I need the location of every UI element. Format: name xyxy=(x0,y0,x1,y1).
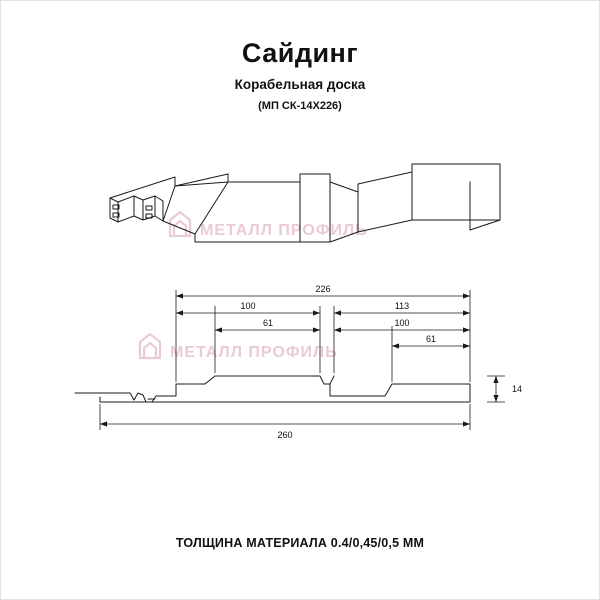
dim-113: 113 xyxy=(394,301,410,311)
watermark-bottom xyxy=(140,334,338,361)
footer xyxy=(0,534,600,552)
header xyxy=(0,38,600,113)
dimension-labels xyxy=(240,284,522,440)
dim-61-right: 61 xyxy=(425,334,437,344)
dim-14: 14 xyxy=(512,384,523,394)
cross-section-view xyxy=(75,376,470,402)
material-thickness-label: ТОЛЩИНА МАТЕРИАЛА 0.4/0,45/0,5 ММ xyxy=(175,536,425,550)
dim-260: 260 xyxy=(277,430,293,440)
product-subtitle: Корабельная доска xyxy=(234,77,366,93)
product-code: (МП СК-14Х226) xyxy=(258,100,342,113)
watermark-text-bottom: МЕТАЛЛ ПРОФИЛЬ xyxy=(170,344,338,361)
dim-100-right: 100 xyxy=(394,318,410,328)
watermark-top xyxy=(170,212,368,239)
watermark-text-top: МЕТАЛЛ ПРОФИЛЬ xyxy=(200,222,368,239)
technical-drawing xyxy=(0,130,600,470)
dim-61-left: 61 xyxy=(262,318,274,328)
dim-226: 226 xyxy=(315,284,331,294)
page-title: Сайдинг xyxy=(241,38,359,68)
dim-100-left: 100 xyxy=(240,301,256,311)
